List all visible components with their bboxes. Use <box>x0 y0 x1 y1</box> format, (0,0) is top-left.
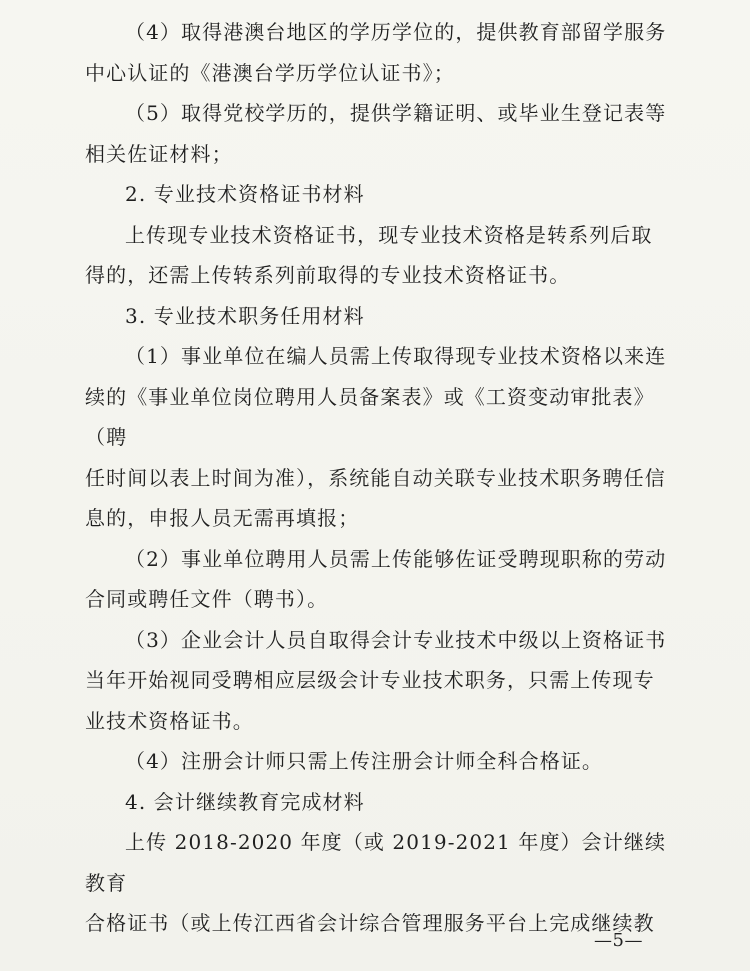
item-1-employment-line-1: （1）事业单位在编人员需上传取得现专业技术资格以来连 <box>125 344 667 368</box>
section-2-heading: 2. 专业技术资格证书材料 <box>125 182 365 206</box>
section-4-text-line-1: 上传 2018-2020 年度（或 2019-2021 年度）会计继续教育 <box>85 830 667 895</box>
item-3-enterprise-line-1: （3）企业会计人员自取得会计专业技术中级以上资格证书 <box>125 627 667 652</box>
item-2-contract-line-2: 合同或聘任文件（聘书）。 <box>85 587 329 611</box>
section-4-heading: 4. 会计继续教育完成材料 <box>125 789 365 814</box>
item-1-employment-line-2: 续的《事业单位岗位聘用人员备案表》或《工资变动审批表》（聘 <box>85 384 655 449</box>
section-4-text-line-2: 合格证书（或上传江西省会计综合管理服务平台上完成继续教 <box>85 911 655 935</box>
section-2-text-line-2: 得的，还需上传转系列前取得的专业技术资格证书。 <box>85 263 571 287</box>
document-body <box>85 12 685 944</box>
item-4-cpa-line: （4）注册会计师只需上传注册会计师全科合格证。 <box>125 749 604 773</box>
item-1-employment-line-3: 任时间以表上时间为准），系统能自动关联专业技术职务聘任信 <box>85 465 666 490</box>
item-2-contract-line-1: （2）事业单位聘用人员需上传能够佐证受聘现职称的劳动 <box>125 546 667 571</box>
section-2-text-line-1: 上传现专业技术资格证书，现专业技术资格是转系列后取 <box>125 222 653 247</box>
page-number: —5— <box>594 930 643 951</box>
item-3-enterprise-line-3: 业技术资格证书。 <box>85 708 254 733</box>
item-4-hk-macao-taiwan-line-2: 中心认证的《港澳台学历学位认证书》； <box>85 60 455 85</box>
section-3-heading: 3. 专业技术职务任用材料 <box>125 303 365 328</box>
item-5-party-school-line-2: 相关佐证材料； <box>85 141 233 166</box>
item-1-employment-line-4: 息的，申报人员无需再填报； <box>85 506 360 530</box>
item-5-party-school-line-1: （5）取得党校学历的，提供学籍证明、或毕业生登记表等 <box>125 101 667 125</box>
item-3-enterprise-line-2: 当年开始视同受聘相应层级会计专业技术职务，只需上传现专 <box>85 668 655 692</box>
item-4-hk-macao-taiwan-line-1: （4）取得港澳台地区的学历学位的，提供教育部留学服务 <box>125 20 667 44</box>
